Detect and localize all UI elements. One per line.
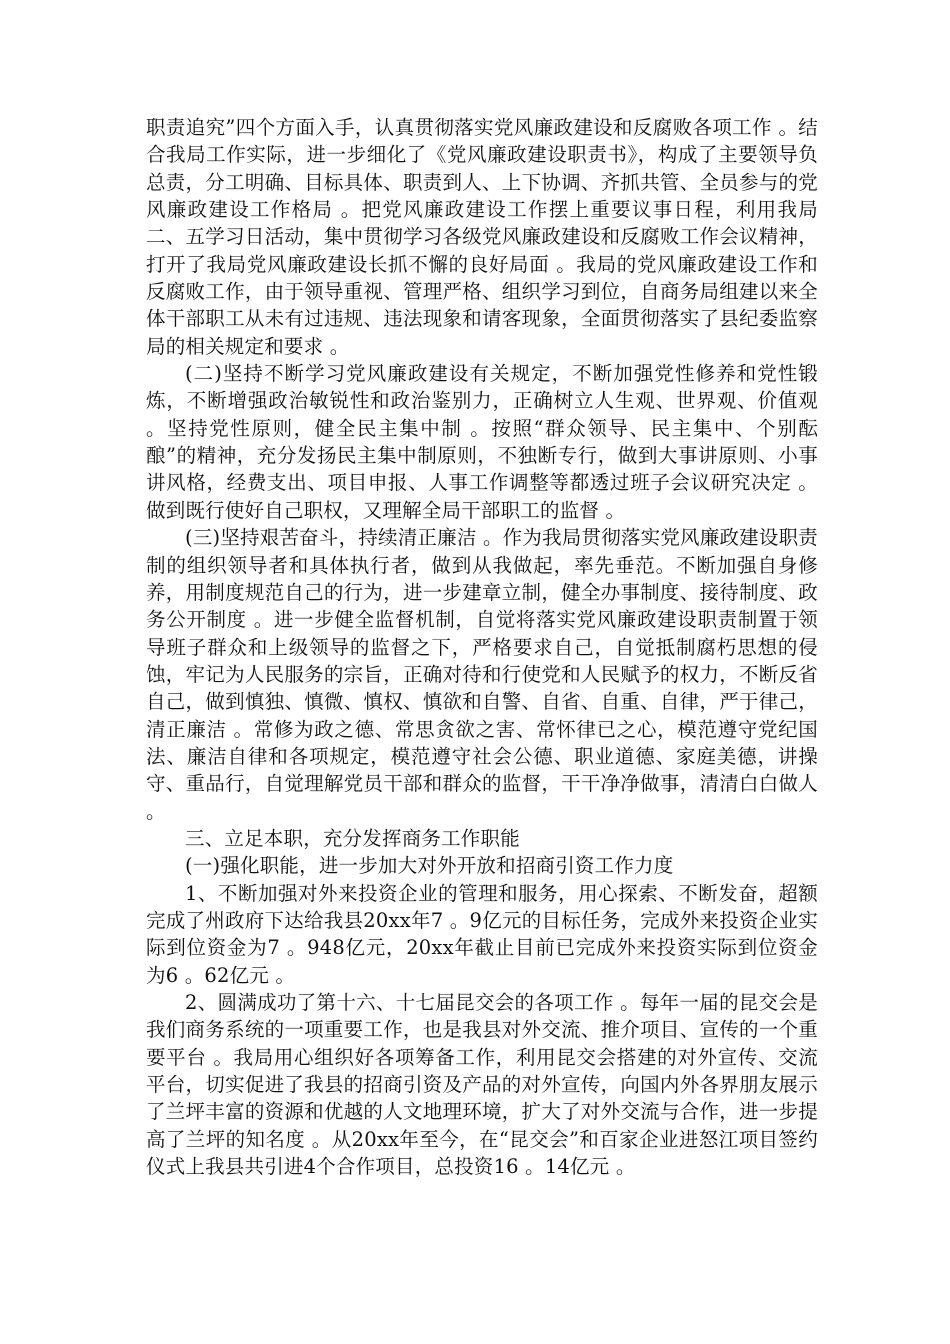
section-heading-three: 三、立足本职，充分发挥商务工作职能 <box>185 826 520 850</box>
paragraph-item-two: 2、圆满成功了第十六、十七届昆交会的各项工作 。每年一届的昆交会是我们商务系统的一项重要工作，也是我县对外交流、推介项目、宣传的一个重要平台 。我局用心组织好各项筹备工作，利用昆交会搭建的对外宣传、交流平台，切实促进了我县的招商引资及产品的对外宣传，向国内外各界朋友展示了兰坪丰富的资源和优越的人文地理环境，扩大了对外交流与合作，进一步提高了兰坪的知名度 。从20xx年至今，在“昆交会”和百家企业进怒江项目签约仪式上我县共引进4个合作项目，总投资16 。14亿元 。 <box>146 991 818 1179</box>
subsection-heading-one: (一)强化职能，进一步加大对外开放和招商引资工作力度 <box>185 854 674 878</box>
paragraph-point-two: (二)坚持不断学习党风廉政建设有关规定，不断加强党性修养和党性锻炼，不断增强政治敏锐性和政治鉴别力，正确树立人生观、世界观、价值观 。坚持党性原则，健全民主集中制 。按照“群众领导、民主集中、个别酝酿”的精神，充分发扬民主集中制原则，不独断专行，做到大事讲原则、小事讲风格，经费支出、项目申报、人事工作调整等都透过班子会议研究决定 。做到既行使好自己职权，又理解全局干部职工的监督 。 <box>146 362 818 522</box>
paragraph-point-three: (三)坚持艰苦奋斗，持续清正廉洁 。作为我局贯彻落实党风廉政建设职责制的组织领导者和具体执行者，做到从我做起，率先垂范。不断加强自身修养，用制度规范自己的行为，进一步建章立制，健全办事制度、接待制度、政务公开制度 。进一步健全监督机制，自觉将落实党风廉政建设职责制置于领导班子群众和上级领导的监督之下，严格要求自己，自觉抵制腐朽思想的侵蚀，牢记为人民服务的宗旨，正确对待和行使党和人民赋予的权力，不断反省自己，做到慎独、慎微、慎权、慎欲和自警、自省、自重、自律，严于律己，清正廉洁 。常修为政之德、常思贪欲之害、常怀律已之心，模范遵守党纪国法、廉洁自律和各项规定，模范遵守社会公德、职业道德、家庭美德，讲操守、重品行，自觉理解党员干部和群众的监督，干干净净做事，清清白白做人 。 <box>146 526 818 823</box>
paragraph-item-one: 1、不断加强对外来投资企业的管理和服务，用心探索、不断发奋，超额完成了州政府下达给我县20xx年7 。9亿元的目标任务，完成外来投资企业实际到位资金为7 。948亿元，20xx年截止目前已完成外来投资实际到位资金为6 。62亿元 。 <box>146 881 818 987</box>
document-body <box>146 114 818 1180</box>
paragraph-responsibility: 职责追究”四个方面入手，认真贯彻落实党风廉政建设和反腐败各项工作 。结合我局工作实际，进一步细化了《党风廉政建设职责书》，构成了主要领导负总责，分工明确、目标具体、职责到人、上下协调、齐抓共管、全员参与的党风廉政建设工作格局 。把党风廉政建设工作摆上重要议事日程，利用我局二、五学习日活动，集中贯彻学习各级党风廉政建设和反腐败工作会议精神，打开了我局党风廉政建设长抓不懈的良好局面 。我局的党风廉政建设工作和反腐败工作，由于领导重视、管理严格、组织学习到位，自商务局组建以来全体干部职工从未有过违规、违法现象和请客现象，全面贯彻落实了县纪委监察局的相关规定和要求 。 <box>146 116 818 358</box>
